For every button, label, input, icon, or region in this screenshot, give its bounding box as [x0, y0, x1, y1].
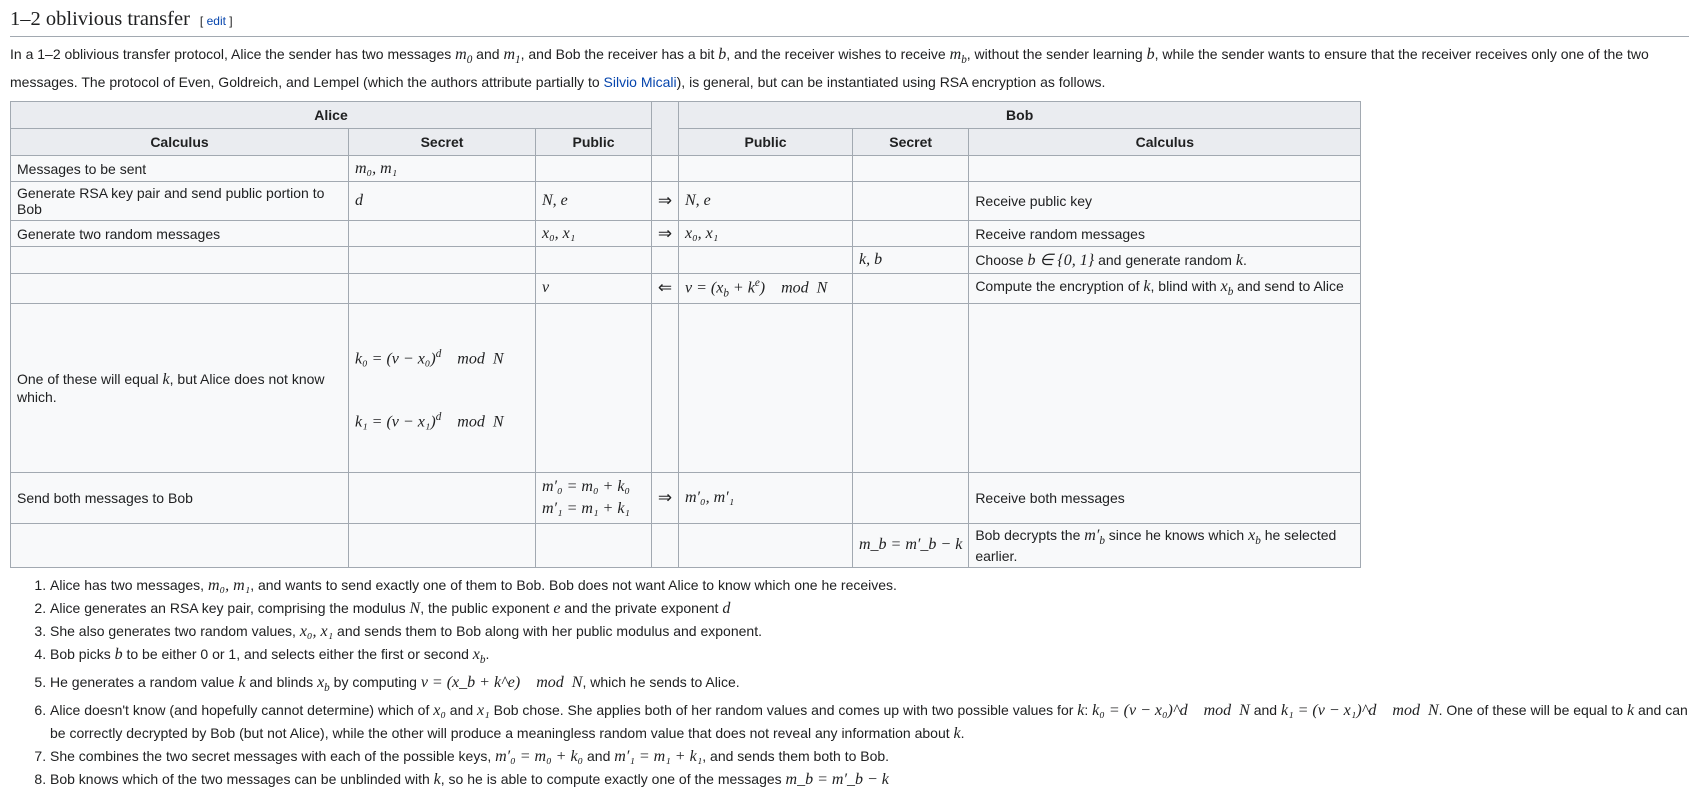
table-row — [11, 247, 1361, 274]
table-subheader-row — [11, 129, 1361, 156]
alice-header: Alice — [11, 102, 652, 129]
bob-public-header: Public — [679, 129, 853, 156]
cell — [679, 303, 853, 473]
cell — [11, 247, 349, 274]
cell-math: m_b = m′_b − k — [853, 524, 969, 567]
cell — [652, 303, 679, 473]
silvio-micali-link[interactable]: Silvio Micali — [603, 74, 677, 91]
cell-math: d — [349, 182, 536, 221]
math-m1: $m_1$ — [503, 46, 521, 67]
cell — [679, 156, 853, 182]
table-row — [11, 274, 1361, 304]
cell-math: m′₀, m′₁ — [679, 473, 853, 524]
list-item: 8. Bob knows which of the two messages can be unblinded with k, so he is able to compute exactly one of the messages m_b = m′_b − k — [50, 768, 1689, 791]
list-item: 3. She also generates two random values, x₀, x₁ and sends them to Bob along with her public modulus and exponent. — [50, 620, 1689, 643]
alice-public-header: Public — [536, 129, 652, 156]
cell-math: x₀, x₁ — [536, 221, 652, 247]
cell — [536, 303, 652, 473]
edit-link[interactable]: edit — [206, 14, 226, 28]
cell — [349, 221, 536, 247]
bob-secret-header: Secret — [853, 129, 969, 156]
cell-math: $v = (x_b + k^e)$ mod N — [679, 274, 853, 304]
cell-math: $k_0 = (v - x_0)^d$ mod N $k_1 = (v - x_1)^d$ mod N — [349, 303, 536, 473]
cell — [349, 473, 536, 524]
edit-bracket-open: [ — [199, 14, 207, 28]
math-mb: $m_b$ — [949, 46, 967, 67]
alice-secret-header: Secret — [349, 129, 536, 156]
cell — [969, 156, 1361, 182]
alice-calculus-header: Calculus — [11, 129, 349, 156]
cell — [349, 247, 536, 274]
list-item: 1. Alice has two messages, m₀, m₁, and wants to send exactly one of them to Bob. Bob does not want Alice to know which one he receives. — [50, 574, 1689, 597]
cell-math: v — [536, 274, 652, 304]
table-header-row — [11, 102, 1361, 129]
intro-text: In a 1–2 oblivious transfer protocol, Alice the sender has two messages — [10, 46, 456, 62]
cell — [349, 524, 536, 567]
cell: Choose b ∈ {0, 1} and generate random k. — [969, 247, 1361, 274]
cell — [536, 156, 652, 182]
cell: Send both messages to Bob — [11, 473, 349, 524]
cell-math: N, e — [536, 182, 652, 221]
cell-math: N, e — [679, 182, 853, 221]
cell — [969, 303, 1361, 473]
right-arrow-icon: ⇒ — [652, 473, 679, 524]
protocol-table — [10, 101, 1361, 567]
table-row — [11, 524, 1361, 567]
math-b: b — [1146, 46, 1155, 63]
cell — [11, 274, 349, 304]
table-row — [11, 156, 1361, 182]
intro-text: , and the receiver wishes to receive — [726, 46, 950, 62]
cell: Messages to be sent — [11, 156, 349, 182]
table-row — [11, 221, 1361, 247]
cell — [11, 524, 349, 567]
intro-text: ), is general, but can be instantiated using RSA encryption as follows. — [676, 74, 1106, 91]
list-item: 2. Alice generates an RSA key pair, comprising the modulus N, the public exponent e and the private exponent d — [50, 597, 1689, 620]
cell: Receive random messages — [969, 221, 1361, 247]
cell — [349, 274, 536, 304]
list-item: 4. Bob picks b to be either 0 or 1, and selects either the first or second $x_b$. — [50, 643, 1689, 671]
edit-section — [200, 14, 233, 28]
section-title: 1–2 oblivious transfer — [10, 8, 190, 30]
intro-text: , and Bob the receiver has a bit — [520, 46, 719, 62]
intro-paragraph — [10, 43, 1689, 93]
cell — [853, 182, 969, 221]
bob-calculus-header: Calculus — [969, 129, 1361, 156]
list-item: 7. She combines the two secret messages with each of the possible keys, m′₀ = m₀ + k₀ and m′₁ = m₁ + k₁, and sends them both to Bob. — [50, 745, 1689, 768]
table-row — [11, 182, 1361, 221]
cell — [536, 247, 652, 274]
bob-header: Bob — [679, 102, 1361, 129]
cell-math: k, b — [853, 247, 969, 274]
edit-bracket-close: ] — [225, 14, 233, 28]
cell — [679, 524, 853, 567]
section-heading — [10, 0, 1689, 37]
table-row — [11, 473, 1361, 524]
list-item: 6. Alice doesn't know (and hopefully cannot determine) which of x₀ and x₁ Bob chose. She applies both of her random values and comes up with two possible values for k: k₀ = (v − x₀)^d mod N and k₁ = (v − x₁)^d mod N. One of these will be equal to k and can be correctly decrypted by Bob (but not Alice), while the other will produce a meaningless random value that does not reveal any information about k. — [50, 699, 1689, 745]
math-m0: $m_0$ — [455, 46, 473, 67]
cell-math: m′₀ = m₀ + k₀ m′₁ = m₁ + k₁ — [536, 473, 652, 524]
cell: Bob decrypts the $m'_b$ since he knows which $x_b$ he selected earlier. — [969, 524, 1361, 567]
cell — [652, 524, 679, 567]
cell: One of these will equal k, but Alice does not know which. — [11, 303, 349, 473]
intro-text: , while the sender wants to ensure that the receiver receives only one of the two messages. The protocol of Even, Goldreich, and Lempel (which the authors attribute partially to — [10, 46, 1649, 91]
cell: Generate two random messages — [11, 221, 349, 247]
right-arrow-icon: ⇒ — [652, 221, 679, 247]
cell: Generate RSA key pair and send public portion to Bob — [11, 182, 349, 221]
cell — [652, 247, 679, 274]
cell — [853, 156, 969, 182]
list-item: 5. He generates a random value k and blinds $x_b$ by computing v = (x_b + k^e) mod N, which he sends to Alice. — [50, 671, 1689, 699]
table-row — [11, 303, 1361, 473]
cell-math: x₀, x₁ — [679, 221, 853, 247]
cell: Compute the encryption of k, blind with $x_b$ and send to Alice — [969, 274, 1361, 304]
steps-list — [32, 574, 1689, 791]
arrow-header — [652, 102, 679, 156]
cell — [853, 303, 969, 473]
math-b: b — [718, 46, 727, 63]
left-arrow-icon: ⇐ — [652, 274, 679, 304]
cell: Receive both messages — [969, 473, 1361, 524]
cell — [853, 221, 969, 247]
cell: Receive public key — [969, 182, 1361, 221]
right-arrow-icon: ⇒ — [652, 182, 679, 221]
cell — [536, 524, 652, 567]
cell — [853, 274, 969, 304]
intro-text: , without the sender learning — [966, 46, 1147, 62]
cell-math: m₀, m₁ — [349, 156, 536, 182]
cell — [853, 473, 969, 524]
cell — [652, 156, 679, 182]
cell — [679, 247, 853, 274]
intro-text: and — [472, 46, 504, 62]
